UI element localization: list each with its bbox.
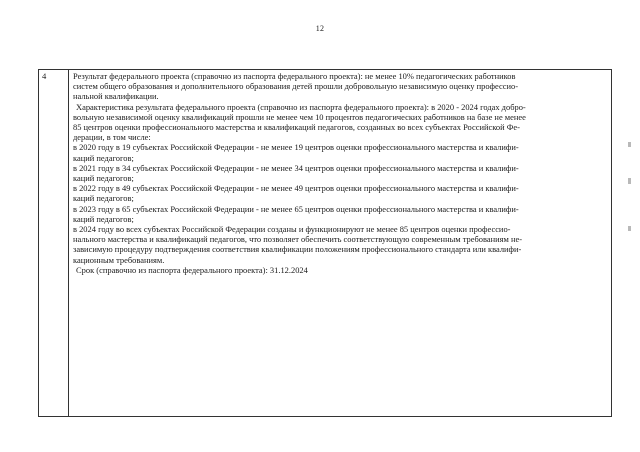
text-line: кационным требованиям. [73, 254, 165, 265]
page-number: 12 [315, 24, 325, 33]
text-line: каций педагогов; [73, 193, 134, 204]
text-line: Результат федерального проекта (справочно из паспорта федерального проекта): не менее 10% педагогических работников [73, 71, 516, 81]
text-line: в 2023 году в 65 субъектах Российской Федерации - не менее 65 центров оценки профессионального мастерства и квалифи- [73, 203, 519, 214]
text-line: вольную независимой оценку квалификаций прошли не менее чем 10 процентов педагогических работников на базе не менее [73, 111, 526, 122]
text-line: каций педагогов; [73, 213, 134, 224]
text-line: дерации, в том числе: [73, 132, 151, 143]
text-line: в 2021 году в 34 субъектах Российской Федерации - не менее 34 центров оценки профессионального мастерства и квалифи- [73, 162, 519, 173]
column-divider [68, 70, 69, 416]
text-line: каций педагогов; [73, 173, 134, 184]
text-line: нального мастерства и квалификаций педагогов, что позволяет обеспечить соответствующую современным требованиям не- [73, 234, 523, 245]
text-line: Срок (справочно из паспорта федерального проекта): 31.12.2024 [76, 264, 308, 275]
text-line: систем общего образования и дополнительного образования детей прошли добровольную независимую оценку профессио- [73, 81, 518, 92]
scan-edge-mark [628, 142, 631, 147]
scan-edge-mark [628, 178, 631, 184]
text-line: 85 центров оценки профессионального мастерства и квалификаций педагогов, созданных во всех субъектах Российской Фе- [73, 122, 520, 133]
row-number: 4 [42, 71, 47, 81]
text-line: Характеристика результата федерального проекта (справочно из паспорта федерального проекта): в 2020 - 2024 годах добро- [76, 101, 526, 112]
text-line: в 2022 году в 49 субъектах Российской Федерации - не менее 49 центров оценки профессионального мастерства и квалифи- [73, 183, 519, 194]
scan-edge-mark [628, 226, 631, 231]
results-table [38, 69, 612, 417]
text-line: каций педагогов; [73, 152, 134, 163]
text-line: нальной квалификации. [73, 91, 159, 102]
text-line: зависимую процедуру подтверждения соответствия квалификации положениям профессионального стандарта или квалифи- [73, 244, 522, 255]
result-description-cell [73, 71, 607, 275]
text-line: в 2020 году в 19 субъектах Российской Федерации - не менее 19 центров оценки профессионального мастерства и квалифи- [73, 142, 519, 153]
text-line: в 2024 году во всех субъектах Российской Федерации созданы и функционируют не менее 85 центров оценки профессио- [73, 224, 511, 235]
